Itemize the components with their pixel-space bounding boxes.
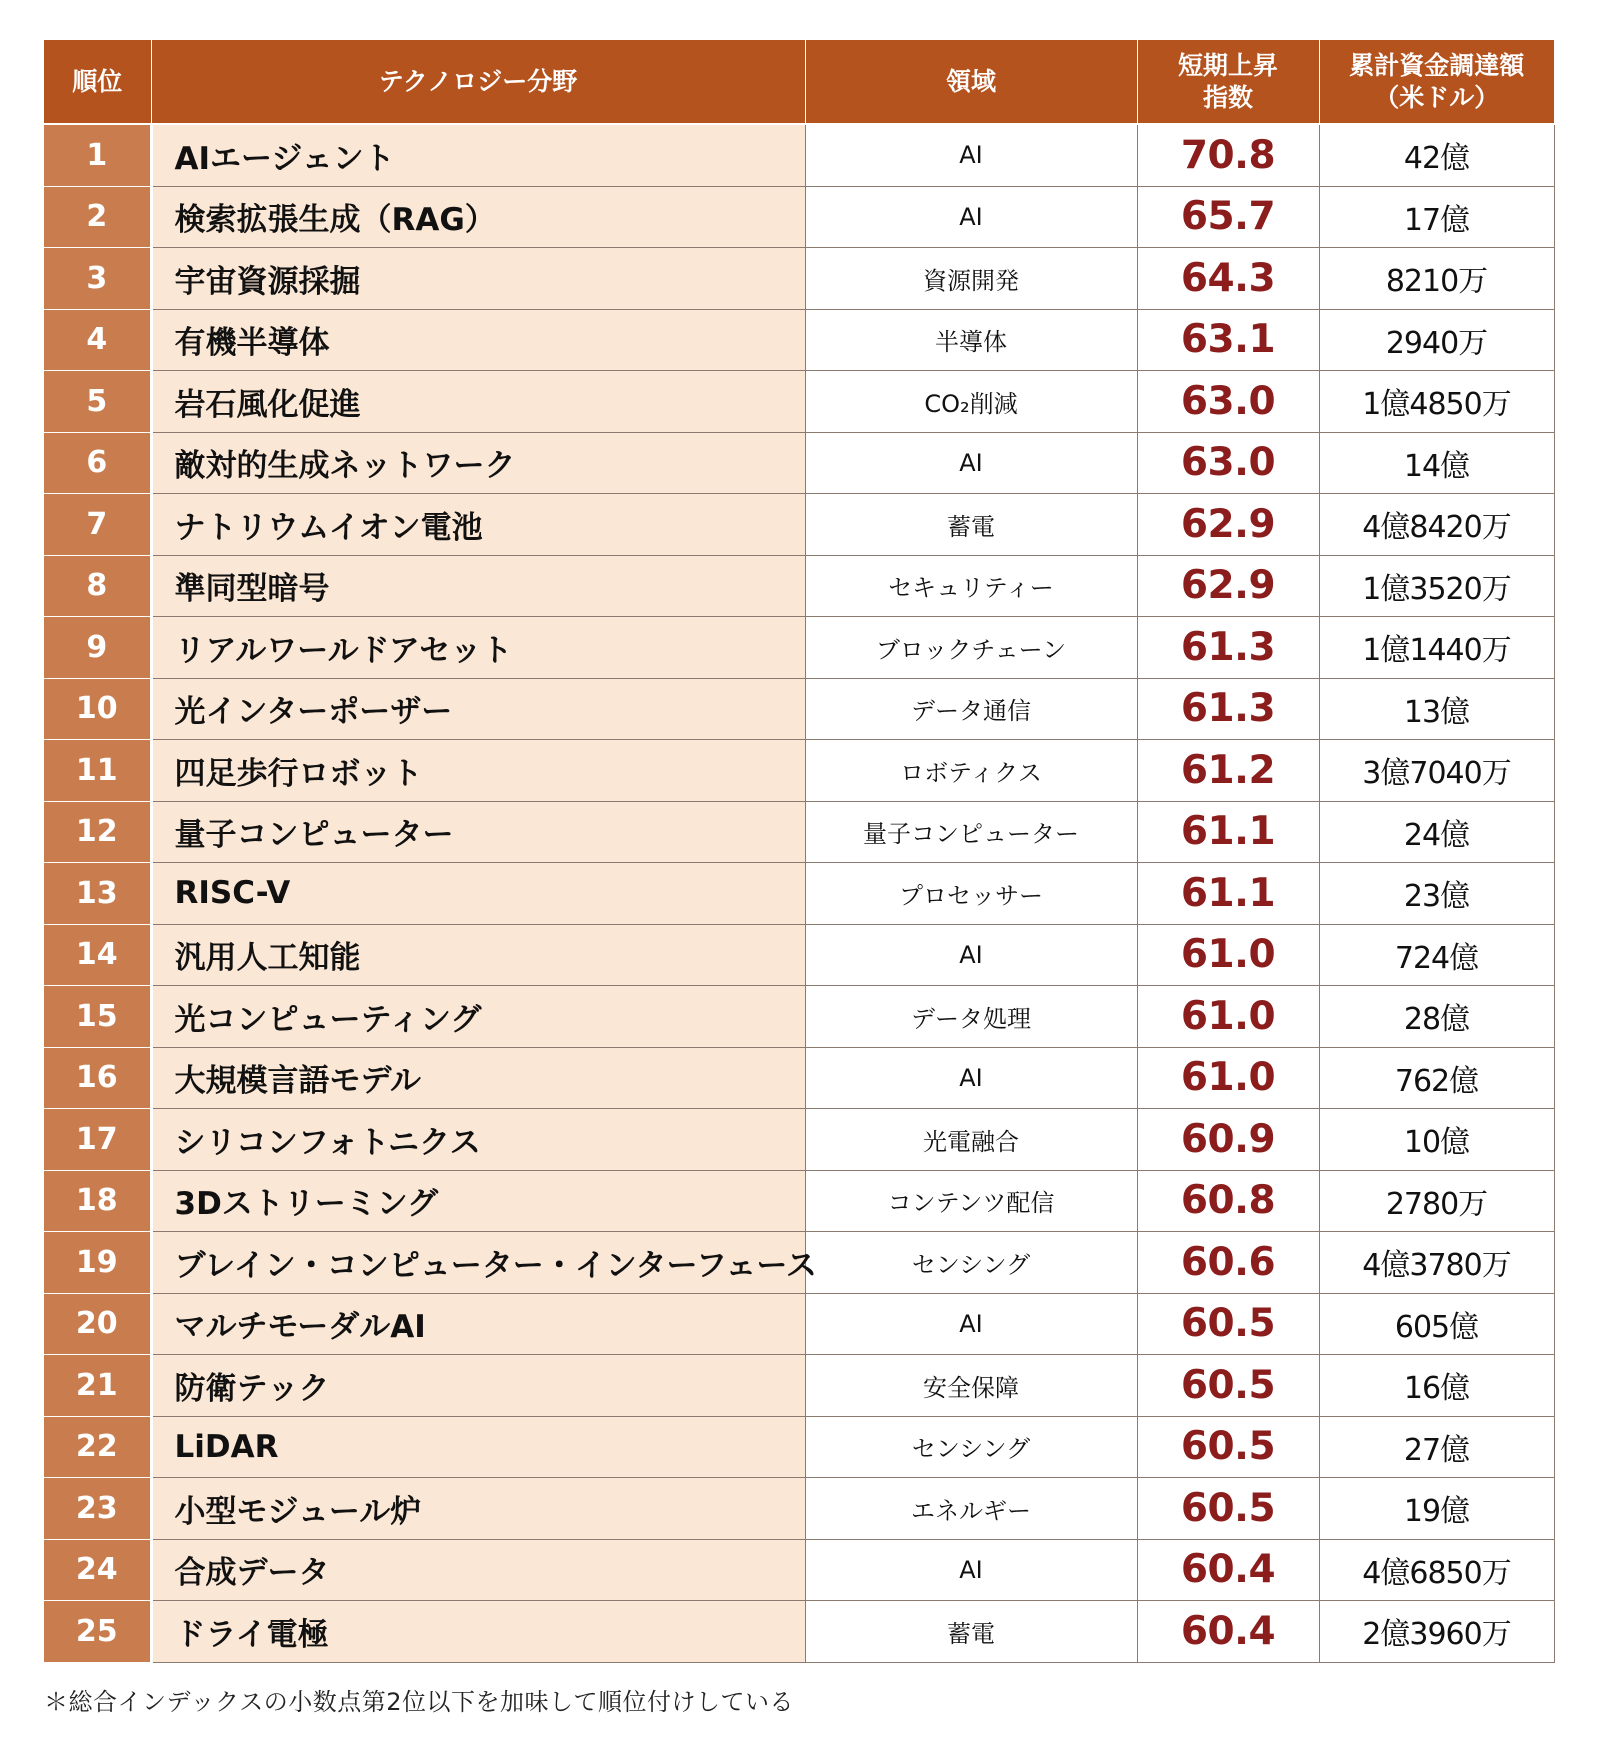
index-cell: 60.8	[1137, 1170, 1319, 1232]
funding-cell: 1億4850万	[1319, 371, 1554, 433]
table-row	[44, 986, 1554, 1048]
index-cell: 64.3	[1137, 248, 1319, 310]
tech-cell: 光コンピューティング	[151, 986, 805, 1048]
rank-cell: 6	[44, 432, 151, 494]
rank-cell: 18	[44, 1170, 151, 1232]
tech-cell: 3Dストリーミング	[151, 1170, 805, 1232]
domain-cell: プロセッサー	[805, 863, 1137, 925]
tech-cell: ドライ電極	[151, 1601, 805, 1663]
domain-cell: 蓄電	[805, 494, 1137, 556]
index-cell: 70.8	[1137, 124, 1319, 186]
funding-cell: 4億6850万	[1319, 1539, 1554, 1601]
domain-cell: CO₂削減	[805, 371, 1137, 433]
rank-cell: 23	[44, 1478, 151, 1540]
table-row	[44, 740, 1554, 802]
index-cell: 62.9	[1137, 494, 1319, 556]
domain-cell: 半導体	[805, 309, 1137, 371]
table-row	[44, 1478, 1554, 1540]
rank-cell: 13	[44, 863, 151, 925]
index-cell: 60.4	[1137, 1601, 1319, 1663]
rank-cell: 10	[44, 678, 151, 740]
domain-cell: 安全保障	[805, 1355, 1137, 1417]
header-domain: 領域	[805, 40, 1137, 124]
index-cell: 61.0	[1137, 924, 1319, 986]
header-funding-line2: （米ドル）	[1374, 82, 1500, 112]
rank-cell: 5	[44, 371, 151, 433]
domain-cell: 資源開発	[805, 248, 1137, 310]
rank-cell: 17	[44, 1109, 151, 1171]
domain-cell: AI	[805, 186, 1137, 248]
tech-cell: AIエージェント	[151, 124, 805, 186]
tech-cell: 合成データ	[151, 1539, 805, 1601]
tech-cell: RISC-V	[151, 863, 805, 925]
domain-cell: AI	[805, 924, 1137, 986]
domain-cell: エネルギー	[805, 1478, 1137, 1540]
funding-cell: 14億	[1319, 432, 1554, 494]
ranking-table-container	[44, 40, 1554, 1663]
rank-cell: 7	[44, 494, 151, 556]
tech-cell: リアルワールドアセット	[151, 617, 805, 679]
funding-cell: 13億	[1319, 678, 1554, 740]
tech-cell: 準同型暗号	[151, 555, 805, 617]
tech-cell: 宇宙資源採掘	[151, 248, 805, 310]
tech-cell: 光インターポーザー	[151, 678, 805, 740]
table-row	[44, 1601, 1554, 1663]
rank-cell: 2	[44, 186, 151, 248]
rank-cell: 25	[44, 1601, 151, 1663]
table-row	[44, 371, 1554, 433]
table-row	[44, 1170, 1554, 1232]
rank-cell: 14	[44, 924, 151, 986]
table-row	[44, 555, 1554, 617]
index-cell: 61.3	[1137, 617, 1319, 679]
rank-cell: 4	[44, 309, 151, 371]
table-row	[44, 1293, 1554, 1355]
funding-cell: 2940万	[1319, 309, 1554, 371]
funding-cell: 4億3780万	[1319, 1232, 1554, 1294]
index-cell: 60.5	[1137, 1293, 1319, 1355]
tech-cell: 敵対的生成ネットワーク	[151, 432, 805, 494]
funding-cell: 16億	[1319, 1355, 1554, 1417]
table-row	[44, 617, 1554, 679]
tech-cell: ブレイン・コンピューター・インターフェース	[151, 1232, 805, 1294]
index-cell: 60.5	[1137, 1416, 1319, 1478]
funding-cell: 724億	[1319, 924, 1554, 986]
tech-cell: シリコンフォトニクス	[151, 1109, 805, 1171]
table-row	[44, 432, 1554, 494]
index-cell: 60.4	[1137, 1539, 1319, 1601]
table-row	[44, 1109, 1554, 1171]
tech-cell: 量子コンピューター	[151, 801, 805, 863]
domain-cell: AI	[805, 1293, 1137, 1355]
header-rank: 順位	[44, 40, 151, 124]
index-cell: 60.5	[1137, 1355, 1319, 1417]
header-funding	[1319, 40, 1554, 124]
domain-cell: 量子コンピューター	[805, 801, 1137, 863]
funding-cell: 762億	[1319, 1047, 1554, 1109]
tech-cell: 検索拡張生成（RAG）	[151, 186, 805, 248]
ranking-table	[44, 40, 1555, 1663]
domain-cell: AI	[805, 432, 1137, 494]
funding-cell: 23億	[1319, 863, 1554, 925]
index-cell: 62.9	[1137, 555, 1319, 617]
funding-cell: 27億	[1319, 1416, 1554, 1478]
tech-cell: マルチモーダルAI	[151, 1293, 805, 1355]
table-row	[44, 1232, 1554, 1294]
table-row	[44, 1539, 1554, 1601]
index-cell: 61.2	[1137, 740, 1319, 802]
funding-cell: 1億1440万	[1319, 617, 1554, 679]
table-row	[44, 494, 1554, 556]
index-cell: 61.0	[1137, 1047, 1319, 1109]
index-cell: 61.0	[1137, 986, 1319, 1048]
domain-cell: データ通信	[805, 678, 1137, 740]
domain-cell: ロボティクス	[805, 740, 1137, 802]
index-cell: 65.7	[1137, 186, 1319, 248]
table-row	[44, 248, 1554, 310]
index-cell: 60.6	[1137, 1232, 1319, 1294]
table-row	[44, 1355, 1554, 1417]
domain-cell: 蓄電	[805, 1601, 1137, 1663]
table-row	[44, 309, 1554, 371]
index-cell: 61.3	[1137, 678, 1319, 740]
index-cell: 61.1	[1137, 863, 1319, 925]
funding-cell: 19億	[1319, 1478, 1554, 1540]
rank-cell: 8	[44, 555, 151, 617]
header-tech: テクノロジー分野	[151, 40, 805, 124]
rank-cell: 1	[44, 124, 151, 186]
funding-cell: 1億3520万	[1319, 555, 1554, 617]
table-row	[44, 186, 1554, 248]
domain-cell: AI	[805, 1539, 1137, 1601]
domain-cell: コンテンツ配信	[805, 1170, 1137, 1232]
table-row	[44, 678, 1554, 740]
table-row	[44, 124, 1554, 186]
tech-cell: 小型モジュール炉	[151, 1478, 805, 1540]
table-body	[44, 124, 1554, 1662]
rank-cell: 12	[44, 801, 151, 863]
header-index-line2: 指数	[1202, 82, 1253, 112]
table-header	[44, 40, 1554, 124]
rank-cell: 21	[44, 1355, 151, 1417]
rank-cell: 11	[44, 740, 151, 802]
index-cell: 63.0	[1137, 432, 1319, 494]
index-cell: 63.0	[1137, 371, 1319, 433]
rank-cell: 19	[44, 1232, 151, 1294]
domain-cell: センシング	[805, 1232, 1137, 1294]
tech-cell: 防衛テック	[151, 1355, 805, 1417]
tech-cell: 四足歩行ロボット	[151, 740, 805, 802]
domain-cell: センシング	[805, 1416, 1137, 1478]
funding-cell: 8210万	[1319, 248, 1554, 310]
table-row	[44, 1047, 1554, 1109]
rank-cell: 16	[44, 1047, 151, 1109]
rank-cell: 9	[44, 617, 151, 679]
index-cell: 61.1	[1137, 801, 1319, 863]
rank-cell: 20	[44, 1293, 151, 1355]
domain-cell: AI	[805, 124, 1137, 186]
tech-cell: LiDAR	[151, 1416, 805, 1478]
header-index-line1: 短期上昇	[1177, 50, 1278, 80]
index-cell: 63.1	[1137, 309, 1319, 371]
header-row	[44, 40, 1554, 124]
index-cell: 60.5	[1137, 1478, 1319, 1540]
rank-cell: 24	[44, 1539, 151, 1601]
funding-cell: 605億	[1319, 1293, 1554, 1355]
funding-cell: 2億3960万	[1319, 1601, 1554, 1663]
table-row	[44, 801, 1554, 863]
funding-cell: 10億	[1319, 1109, 1554, 1171]
domain-cell: セキュリティー	[805, 555, 1137, 617]
tech-cell: 汎用人工知能	[151, 924, 805, 986]
funding-cell: 3億7040万	[1319, 740, 1554, 802]
table-row	[44, 1416, 1554, 1478]
tech-cell: 大規模言語モデル	[151, 1047, 805, 1109]
rank-cell: 22	[44, 1416, 151, 1478]
rank-cell: 3	[44, 248, 151, 310]
funding-cell: 17億	[1319, 186, 1554, 248]
funding-cell: 28億	[1319, 986, 1554, 1048]
table-row	[44, 924, 1554, 986]
table-row	[44, 863, 1554, 925]
header-funding-line1: 累計資金調達額	[1349, 50, 1525, 80]
tech-cell: ナトリウムイオン電池	[151, 494, 805, 556]
tech-cell: 岩石風化促進	[151, 371, 805, 433]
funding-cell: 2780万	[1319, 1170, 1554, 1232]
footnote: ＊総合インデックスの小数点第2位以下を加味して順位付けしている	[44, 1688, 795, 1716]
funding-cell: 4億8420万	[1319, 494, 1554, 556]
header-index	[1137, 40, 1319, 124]
domain-cell: AI	[805, 1047, 1137, 1109]
index-cell: 60.9	[1137, 1109, 1319, 1171]
tech-cell: 有機半導体	[151, 309, 805, 371]
domain-cell: 光電融合	[805, 1109, 1137, 1171]
funding-cell: 42億	[1319, 124, 1554, 186]
domain-cell: ブロックチェーン	[805, 617, 1137, 679]
funding-cell: 24億	[1319, 801, 1554, 863]
rank-cell: 15	[44, 986, 151, 1048]
domain-cell: データ処理	[805, 986, 1137, 1048]
